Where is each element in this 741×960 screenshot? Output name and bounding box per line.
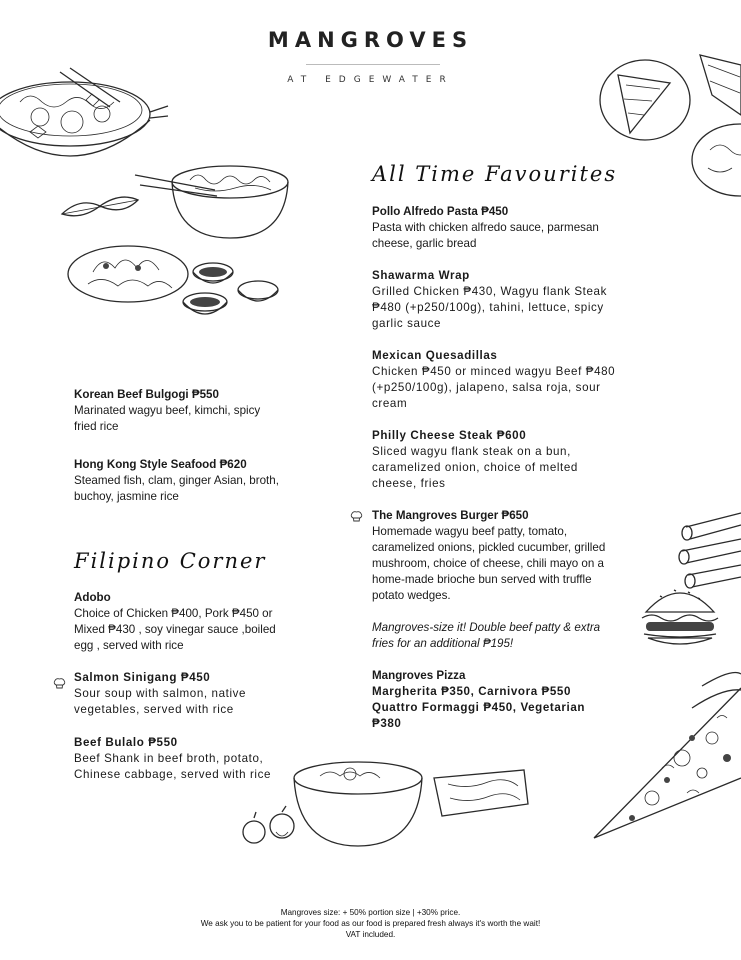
menu-item-bulalo bbox=[74, 735, 286, 783]
leaf-illustration bbox=[60, 192, 140, 227]
menu-item-name: Shawarma Wrap bbox=[372, 269, 470, 282]
menu-item-desc: Steamed fish, clam, ginger Asian, broth, buchoy, jasmine rice bbox=[74, 474, 279, 503]
menu-item-name: Mangroves Pizza bbox=[372, 669, 466, 682]
menu-item-pasta bbox=[372, 204, 622, 252]
dumplings-illustration bbox=[68, 232, 288, 327]
menu-item-desc: Chicken ₱450 or minced wagyu Beef ₱480 (+p250/100g), jalapeno, salsa roja, sour cream bbox=[372, 365, 616, 410]
menu-item-name: Beef Bulalo ₱550 bbox=[74, 736, 178, 749]
menu-item-philly bbox=[372, 428, 622, 492]
section-title-filipino: Filipino Corner bbox=[74, 549, 267, 573]
menu-item-sinigang bbox=[74, 670, 292, 718]
menu-footer bbox=[0, 907, 741, 940]
menu-item-adobo bbox=[74, 590, 292, 654]
menu-item-name: Pollo Alfredo Pasta ₱450 bbox=[372, 205, 509, 218]
brand-title: MANGROVES bbox=[267, 28, 474, 52]
menu-item-pizza bbox=[372, 668, 608, 732]
menu-item-name: Philly Cheese Steak ₱600 bbox=[372, 429, 527, 442]
menu-item-desc: Grilled Chicken ₱430, Wagyu flank Steak ₱480 (+p250/100g), tahini, lettuce, spicy garlic sauce bbox=[372, 285, 607, 330]
menu-item-name: Hong Kong Style Seafood ₱620 bbox=[74, 458, 247, 471]
spring-rolls-illustration bbox=[676, 505, 741, 590]
plate-illustration bbox=[690, 120, 741, 200]
menu-item-desc: Pasta with chicken alfredo sauce, parmesan cheese, garlic bread bbox=[372, 221, 599, 250]
menu-item-desc: Margherita ₱350, Carnivora ₱550 Quattro Formaggi ₱450, Vegetarian ₱380 bbox=[372, 685, 586, 730]
menu-item-desc: Sliced wagyu flank steak on a bun, caramelized onion, choice of melted cheese, fries bbox=[372, 445, 578, 490]
menu-item-desc: Sour soup with salmon, native vegetables, served with rice bbox=[74, 687, 247, 716]
burger-illustration bbox=[640, 582, 720, 650]
menu-item-shawarma bbox=[372, 268, 624, 332]
menu-item-burger bbox=[372, 508, 624, 652]
menu-item-desc: Homemade wagyu beef patty, tomato, caramelized onions, pickled cucumber, grilled mushroom, choice of cheese, chili mayo on a home-made brioche bun served with truffle potato wedges. bbox=[372, 525, 606, 602]
menu-item-desc: Choice of Chicken ₱400, Pork ₱450 or Mixed ₱430 , soy vinegar sauce ,boiled egg , served with rice bbox=[74, 607, 276, 652]
menu-item-bulgogi bbox=[74, 387, 284, 435]
menu-item-quesadillas bbox=[372, 348, 622, 412]
footer-line: We ask you to be patient for your food as our food is prepared fresh always it's worth the wait! bbox=[200, 919, 541, 928]
meat-slab-illustration bbox=[428, 764, 533, 824]
brand-divider bbox=[306, 64, 440, 65]
menu-item-name: Korean Beef Bulgogi ₱550 bbox=[74, 388, 219, 401]
menu-item-desc: Beef Shank in beef broth, potato, Chinese cabbage, served with rice bbox=[74, 752, 272, 781]
menu-item-name: Adobo bbox=[74, 591, 111, 604]
chef-hat-icon bbox=[53, 677, 66, 690]
menu-item-promo: Mangroves-size it! Double beef patty & extra fries for an additional ₱195! bbox=[372, 621, 601, 650]
menu-item-name: Salmon Sinigang ₱450 bbox=[74, 671, 211, 684]
footer-line: Mangroves size: + 50% portion size | +30% price. bbox=[280, 908, 461, 917]
brand-subtitle: AT EDGEWATER bbox=[287, 75, 454, 85]
pizza-slice-illustration bbox=[592, 668, 741, 840]
footer-line: VAT included. bbox=[345, 930, 396, 939]
section-title-favourites: All Time Favourites bbox=[372, 162, 618, 186]
menu-item-desc: Marinated wagyu beef, kimchi, spicy fried rice bbox=[74, 404, 261, 433]
menu-item-seafood bbox=[74, 457, 296, 505]
chef-hat-icon bbox=[350, 510, 363, 523]
menu-item-name: The Mangroves Burger ₱650 bbox=[372, 509, 529, 522]
menu-item-name: Mexican Quesadillas bbox=[372, 349, 498, 362]
